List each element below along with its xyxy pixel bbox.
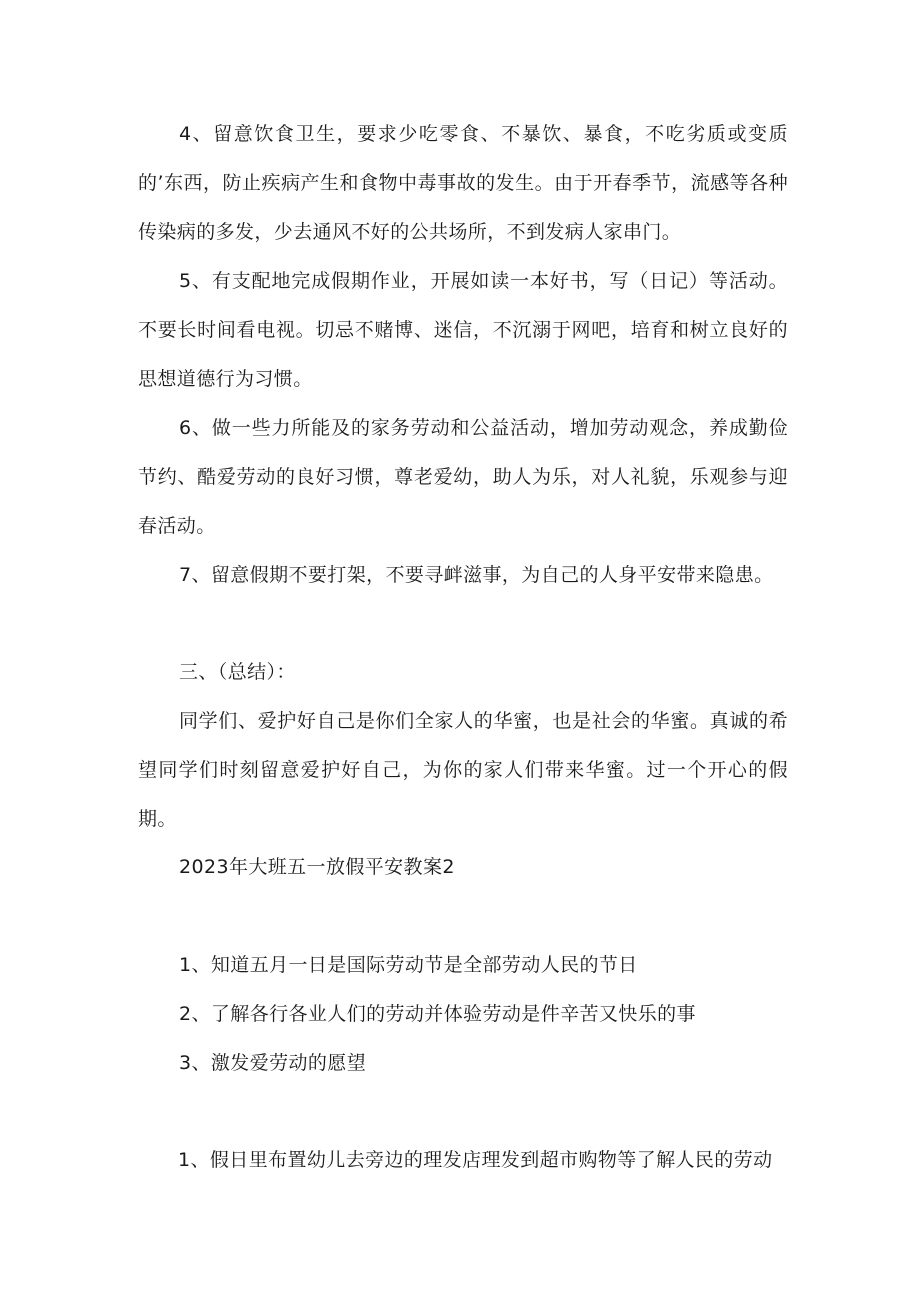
summary-heading: 三、（总结）： bbox=[179, 661, 296, 683]
lesson-title: 2023年大班五一放假平安教案2 bbox=[179, 856, 455, 878]
paragraph-food-hygiene: 4、留意饮食卫生，要求少吃零食、不暴饮、暴食，不吃劣质或变质的’东西，防止疾病产生和食物中毒事故的发生。由于开春季节，流感等各种传染病的多发，少去通风不好的公共场所，不到发病人家串门。 bbox=[138, 123, 788, 243]
goal-item: 1、知道五月一日是国际劳动节是全部劳动人民的节日 bbox=[179, 954, 638, 976]
summary-paragraph: 同学们、爱护好自己是你们全家人的华蜜，也是社会的华蜜。真诚的希望同学们时刻留意爱护好自己，为你的家人们带来华蜜。过一个开心的假期。 bbox=[138, 710, 788, 830]
paragraph-no-fighting: 7、留意假期不要打架，不要寻衅滋事，为自己的人身平安带来隐患。 bbox=[179, 564, 774, 586]
goal-item: 2、了解各行各业人们的劳动并体验劳动是件辛苦又快乐的事 bbox=[179, 1003, 696, 1025]
goal-item: 3、激发爱劳动的愿望 bbox=[179, 1052, 367, 1074]
activity-paragraph: 1、假日里布置幼儿去旁边的理发店理发到超市购物等了解人民的劳动 bbox=[178, 1149, 773, 1171]
paragraph-homework: 5、有支配地完成假期作业，开展如读一本好书，写（日记）等活动。不要长时间看电视。切忌不赌博、迷信，不沉溺于网吧，培育和树立良好的思想道德行为习惯。 bbox=[138, 270, 788, 390]
paragraph-housework: 6、做一些力所能及的家务劳动和公益活动，增加劳动观念，养成勤俭节约、酷爱劳动的良好习惯，尊老爱幼，助人为乐，对人礼貌，乐观参与迎春活动。 bbox=[138, 417, 788, 537]
